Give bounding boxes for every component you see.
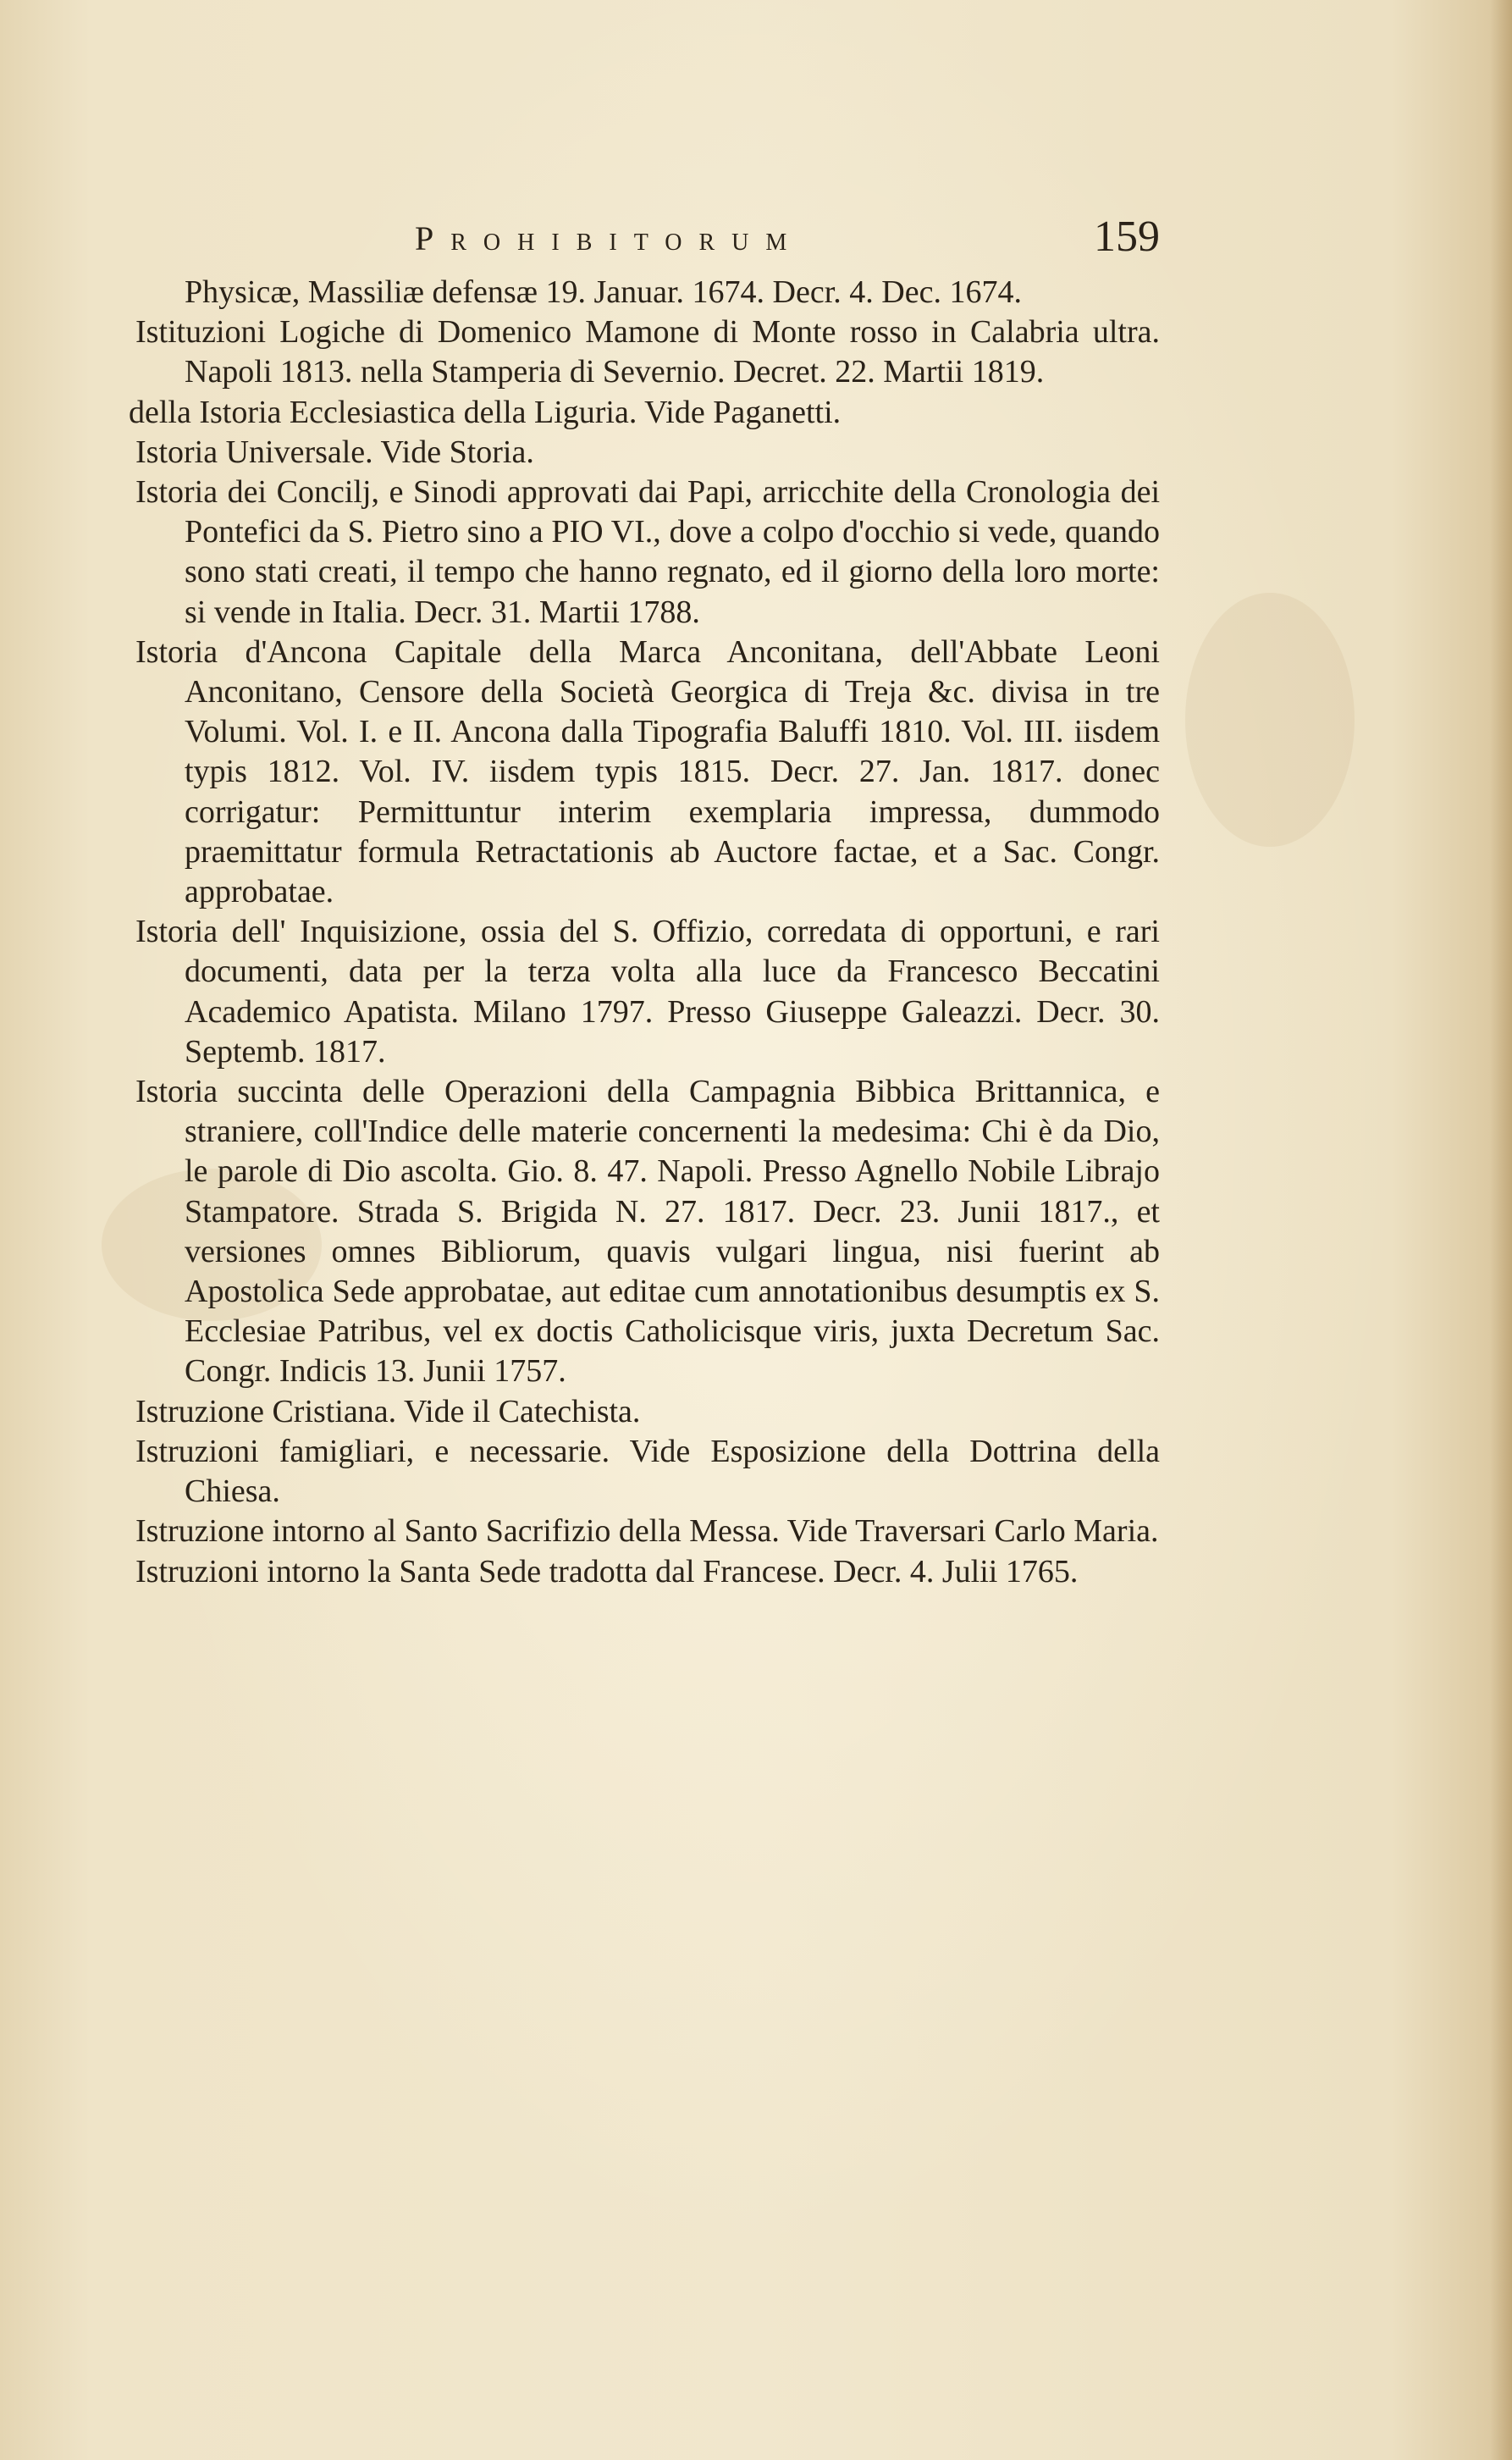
index-entry: Istoria succinta delle Operazioni della Campagnia Bibbica Brittannica, e straniere, coll'Indice delle materie concernenti la medesima: Chi è da Dio, le parole di Dio ascolta. Gio. 8. 47. Napoli. Presso Agnello Nobile Librajo Stampatore. Strada S. Brigida N. 27. 1817. Decr. 23. Junii 1817., et versiones omnes Bibliorum, quavis vulgari lingua, nisi fuerint ab Apostolica Sede approbatae, aut editae cum annotationibus desumptis ex S. Ecclesiae Patribus, vel ex doctis Catholicisque viris, juxta Decretum Sac. Congr. Indicis 13. Junii 1757. (135, 1074, 1160, 1390)
index-entry: Istoria Universale. Vide Storia. (135, 434, 534, 470)
index-entry: Istruzione Cristiana. Vide il Catechista. (135, 1393, 641, 1429)
index-entry: Istruzioni famigliari, e necessarie. Vide Esposizione della Dottrina della Chiesa. (135, 1433, 1160, 1510)
page-number: 159 (1094, 213, 1160, 261)
page-spine-shadow (1490, 0, 1512, 2460)
page-header (415, 213, 1160, 269)
running-title: Prohibitorum (415, 219, 804, 257)
index-entry: Istruzione intorno al Santo Sacrifizio della Messa. Vide Traversari Carlo Maria. (135, 1513, 1159, 1550)
index-entry: della Istoria Ecclesiastica della Liguria. Vide Paganetti. (129, 394, 842, 430)
index-entry: Istoria dell' Inquisizione, ossia del S. Offizio, corredata di opportuni, e rari documenti, data per la terza volta alla luce da Francesco Beccatini Academico Apatista. Milano 1797. Presso Giuseppe Galeazzi. Decr. 30. Septemb. 1817. (135, 914, 1160, 1070)
index-entry: Physicæ, Massiliæ defensæ 19. Januar. 1674. Decr. 4. Dec. 1674. (185, 274, 1022, 310)
paper-stain (1185, 593, 1355, 847)
index-entry: Istoria d'Ancona Capitale della Marca Anconitana, dell'Abbate Leoni Anconitano, Censore della Società Georgica di Treja &c. divisa in tre Volumi. Vol. I. e II. Ancona dalla Tipografia Baluffi 1810. Vol. III. iisdem typis 1812. Vol. IV. iisdem typis 1815. Decr. 27. Jan. 1817. donec corrigatur: Permittuntur interim exemplaria impressa, dummodo praemittatur formula Retractationis ab Auctore factae, et a Sac. Congr. approbatae. (135, 633, 1160, 910)
index-entry: Istituzioni Logiche di Domenico Mamone di Monte rosso in Calabria ultra. Napoli 1813. nella Stamperia di Severnio. Decret. 22. Martii 1819. (135, 314, 1160, 390)
index-entries (129, 273, 1160, 1592)
index-entry: Istoria dei Concilj, e Sinodi approvati dai Papi, arricchite della Cronologia dei Pontefici da S. Pietro sino a PIO VI., dove a colpo d'occhio si vede, quando sono stati creati, il tempo che hanno regnato, ed il giorno della loro morte: si vende in Italia. Decr. 31. Martii 1788. (135, 474, 1160, 630)
index-entry: Istruzioni intorno la Santa Sede tradotta dal Francese. Decr. 4. Julii 1765. (135, 1553, 1079, 1589)
